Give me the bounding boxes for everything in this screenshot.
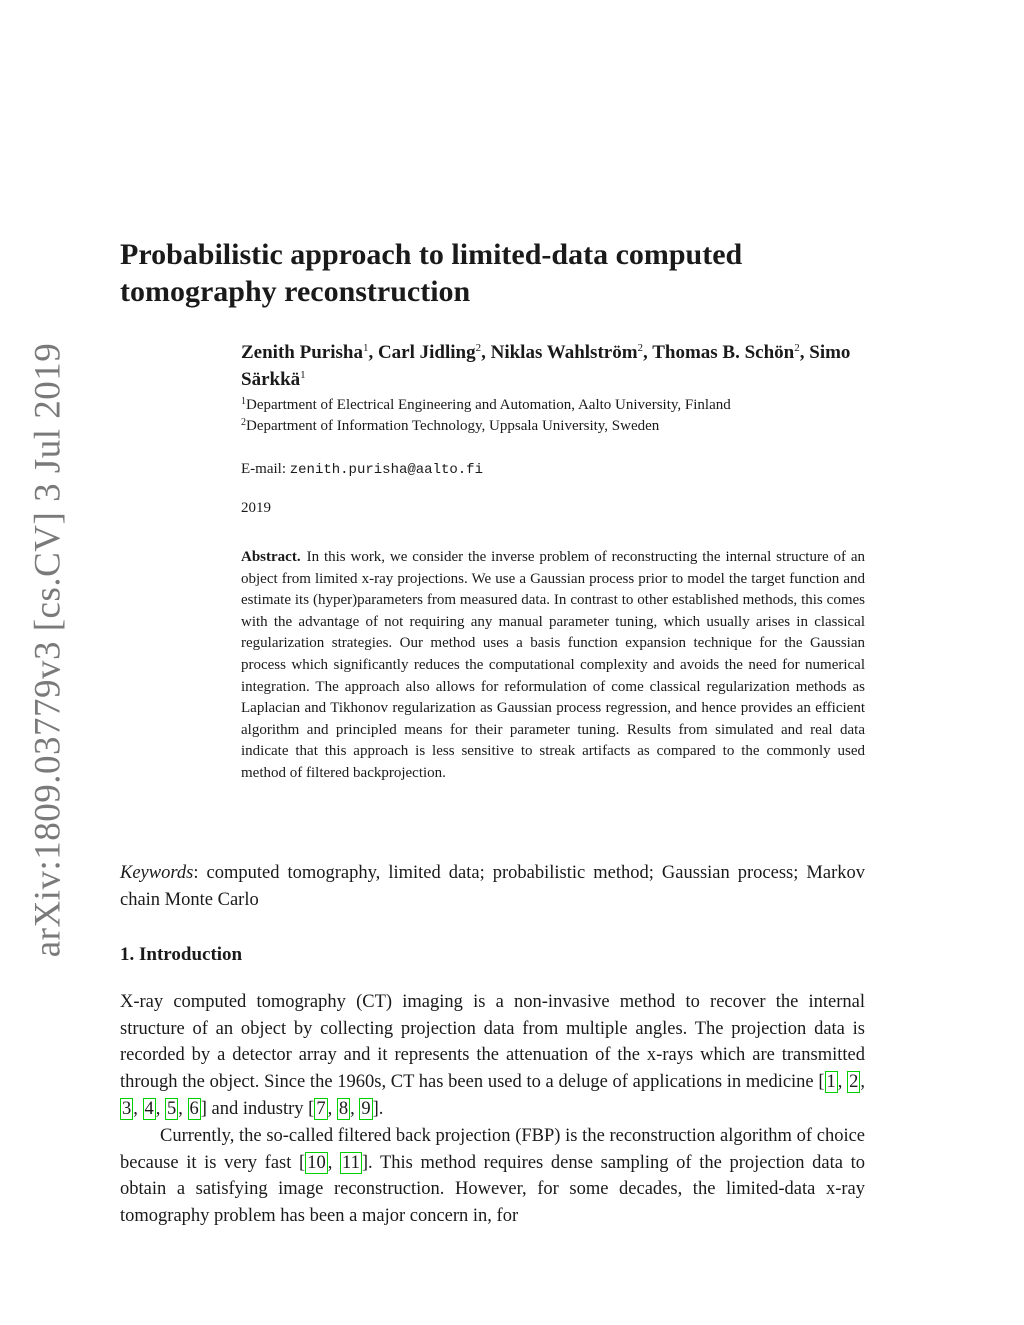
author-affiliation-mark: 1 (300, 369, 306, 381)
paragraph-text: . (378, 1098, 384, 1119)
citation-link[interactable]: 9 (361, 1098, 371, 1119)
author-affiliation-mark: 1 (362, 342, 369, 354)
affiliation-text: Department of Information Technology, Uppsala University, Sweden (246, 418, 660, 434)
paper-title: Probabilistic approach to limited-data computed tomography reconstruction (120, 238, 743, 308)
email-label: E-mail: (241, 461, 286, 477)
author-name: Zenith Purisha (241, 342, 363, 363)
paragraph-text: . This method requires dense sampling of the projection data to obtain a satisfying image reconstruction. However, for some decades, the limited-data x-ray tomography problem has been a major concern in, for (120, 1152, 866, 1227)
keywords-label: Keywords (120, 863, 194, 883)
author-name: Carl Jidling (377, 342, 476, 363)
abstract-label: Abstract. (241, 549, 301, 565)
affiliation-text: Department of Electrical Engineering and Automation, Aalto University, Finland (246, 397, 731, 413)
abstract-text: In this work, we consider the inverse problem of reconstructing the internal structure of an object from limited x-ray projections. We use a Gaussian process prior to model the target function and estimate its (hyper)parameters from measured data. In contrast to other established methods, this comes with the advantage of not requiring any manual parameter tuning, which usually arises in classical regularization strategies. Our method uses a basis function expansion technique for the Gaussian process which significantly reduces the computational complexity and avoids the need for numerical integration. The approach also allows for reformulation of come classical regularization methods as Laplacian and Tikhonov regularization as Gaussian process regression, and hence provides an efficient algorithm and principled means for their parameter tuning. Results from simulated and real data indicate that this approach is less sensitive to streak artifacts as compared to the commonly used method of filtered backprojection. (241, 549, 865, 781)
keywords: Keywords: computed tomography, limited data; probabilistic method; Gaussian process; Markov chain Monte Carlo (120, 863, 865, 910)
affiliation (241, 416, 881, 436)
citation-link[interactable]: 11 (342, 1152, 360, 1173)
author-name: Simo Särkkä (241, 342, 851, 390)
paragraph-text: Currently, the so-called filtered back projection (FBP) is the reconstruction algorithm of choice because it is very fast (120, 1126, 865, 1173)
affiliation-number: 2 (241, 417, 246, 428)
author-name: Thomas B. Schön (652, 342, 795, 363)
citation-link[interactable]: 3 (122, 1098, 132, 1119)
contact-email (241, 461, 483, 478)
author-list: Zenith Purisha$^1$, Carl Jidling$^2$, Niklas Wahlström$^2$, Thomas B. Schön$^2$, Simo Särkkä$^1$ (241, 342, 851, 390)
citation-link[interactable]: 1 (826, 1072, 836, 1093)
intro-paragraph: Currently, the so-called filtered back projection (FBP) is the reconstruction algorithm of choice because it is very fast [ 10 , 11 ]. This method requires dense sampling of the projection data to obtain a satisfying image reconstruction. However, for some decades, the limited-data x-ray tomography problem has been a major concern in, for (120, 1126, 866, 1227)
citation-link[interactable]: 7 (316, 1098, 326, 1119)
publication-year: 2019 (241, 500, 271, 516)
paragraph-text: and industry (211, 1098, 304, 1119)
author-affiliation-mark: 2 (475, 342, 482, 354)
abstract (241, 547, 865, 785)
citation-link[interactable]: 6 (189, 1098, 199, 1119)
affiliation (241, 395, 881, 415)
arxiv-identifier: arXiv:1809.03779v3 [cs.CV] 3 Jul 2019 (27, 342, 69, 958)
citation-link[interactable]: 2 (849, 1072, 859, 1093)
section-heading: 1. Introduction (120, 944, 243, 965)
paragraph-text: X-ray computed tomography (CT) imaging is a non-invasive method to recover the internal structure of an object by collecting projection data from multiple angles. The projection data is recorded by a detector array and it represents the attenuation of the x-rays which are transmitted through the object. Since the 1960s, CT has been used to a deluge of applications in medicine (120, 992, 865, 1093)
citation-link[interactable]: 4 (144, 1098, 154, 1119)
intro-paragraph: X-ray computed tomography (CT) imaging is a non-invasive method to recover the internal structure of an object by collecting projection data from multiple angles. The projection data is recorded by a detector array and it represents the attenuation of the x-rays which are transmitted through the object. Since the 1960s, CT has been used to a deluge of applications in medicine [ 1 , 2 , 3 , 4 , 5 , 6 ] and industry [ 7 , 8 , 9 ]. (120, 992, 866, 1119)
affiliation-number: 1 (241, 396, 246, 407)
email-address[interactable]: zenith.purisha@aalto.fi (289, 462, 483, 478)
author-affiliation-mark: 2 (637, 342, 644, 354)
author-name: Niklas Wahlström (490, 342, 638, 363)
author-affiliation-mark: 2 (794, 342, 800, 354)
keywords-text: computed tomography, limited data; probabilistic method; Gaussian process; Markov chain Monte Carlo (120, 863, 865, 910)
arxiv-sidebar-stamp (18, 342, 78, 958)
citation-link[interactable]: 5 (167, 1098, 177, 1119)
citation-link[interactable]: 8 (338, 1098, 349, 1119)
citation-link[interactable]: 10 (307, 1152, 326, 1173)
